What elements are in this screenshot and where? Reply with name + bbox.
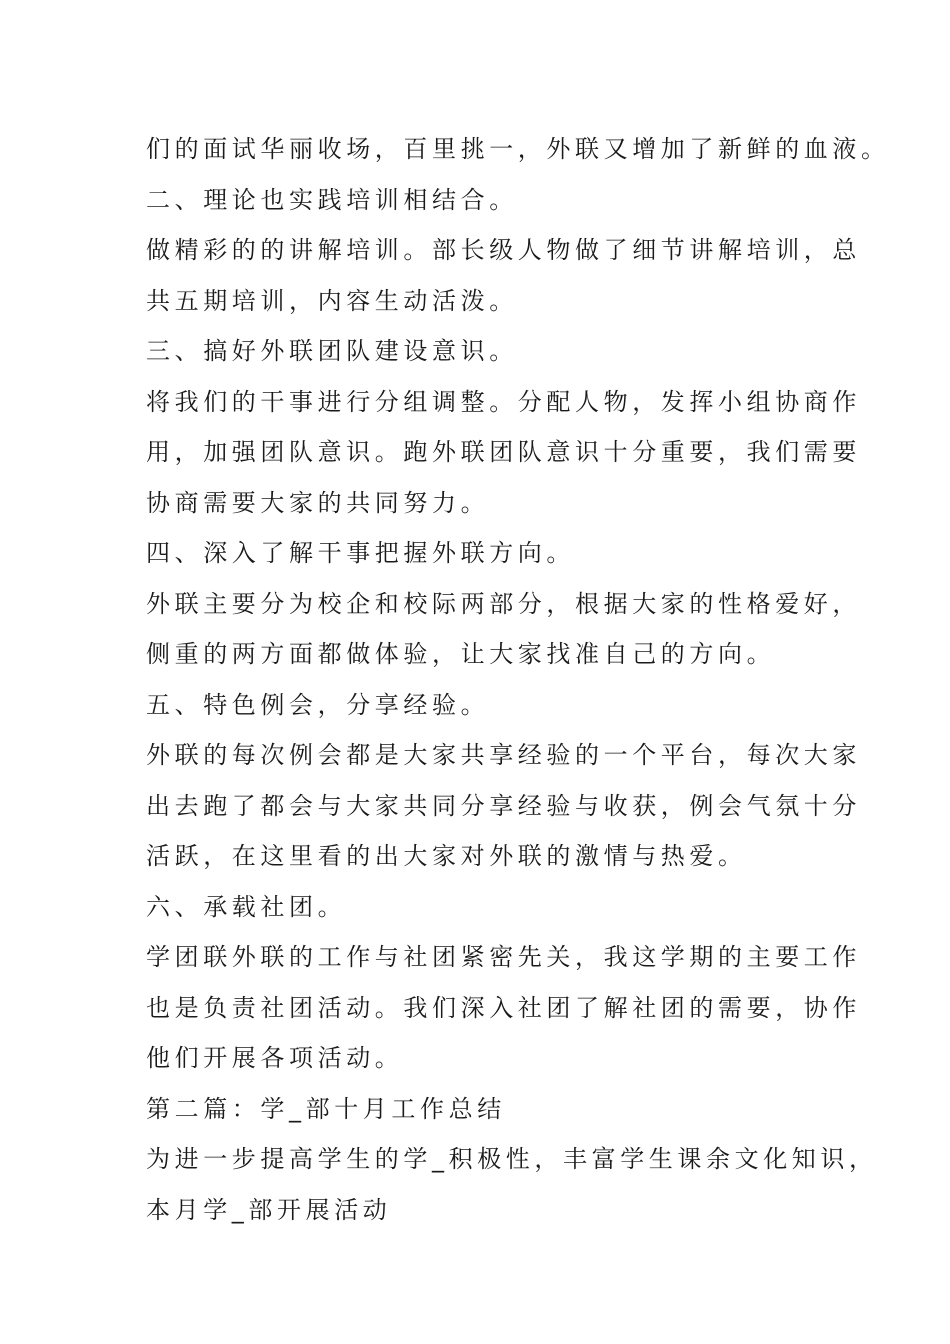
document-body (146, 124, 890, 1235)
text-line: 为进一步提高学生的学_积极性，丰富学生课余文化知识， (146, 1145, 878, 1173)
text-line: 们的面试华丽收场，百里挑一，外联又增加了新鲜的血液。 (146, 135, 890, 163)
text-line: 共五期培训，内容生动活泼。 (146, 286, 518, 315)
text-line: 本月学_部开展活动 (146, 1195, 392, 1224)
section-heading: 四、深入了解干事把握外联方向。 (146, 539, 575, 567)
text-line: 外联的每次例会都是大家共享经验的一个平台，每次大家 (146, 741, 861, 769)
text-line: 做精彩的的讲解培训。部长级人物做了细节讲解培训，总 (146, 236, 861, 264)
text-line: 用，加强团队意识。跑外联团队意识十分重要，我们需要 (146, 438, 861, 466)
section-heading: 三、搞好外联团队建设意识。 (146, 337, 518, 365)
text-line: 活跃，在这里看的出大家对外联的激情与热爱。 (146, 842, 747, 870)
text-line: 将我们的干事进行分组调整。分配人物，发挥小组协商作 (146, 387, 861, 416)
section-heading: 五、特色例会，分享经验。 (146, 690, 490, 719)
text-line: 他们开展各项活动。 (146, 1044, 404, 1072)
section-heading: 六、承载社团。 (146, 892, 347, 921)
text-line: 出去跑了都会与大家共同分享经验与收获，例会气氛十分 (146, 791, 861, 820)
section-heading: 二、理论也实践培训相结合。 (146, 185, 518, 214)
text-line: 也是负责社团活动。我们深入社团了解社团的需要，协作 (146, 993, 861, 1022)
text-line: 学团联外联的工作与社团紧密先关，我这学期的主要工作 (146, 943, 861, 971)
chapter-heading: 第二篇：学_部十月工作总结 (146, 1094, 506, 1123)
text-line: 协商需要大家的共同努力。 (146, 488, 490, 517)
text-line: 外联主要分为校企和校际两部分，根据大家的性格爱好， (146, 589, 861, 618)
text-line: 侧重的两方面都做体验，让大家找准自己的方向。 (146, 640, 776, 668)
